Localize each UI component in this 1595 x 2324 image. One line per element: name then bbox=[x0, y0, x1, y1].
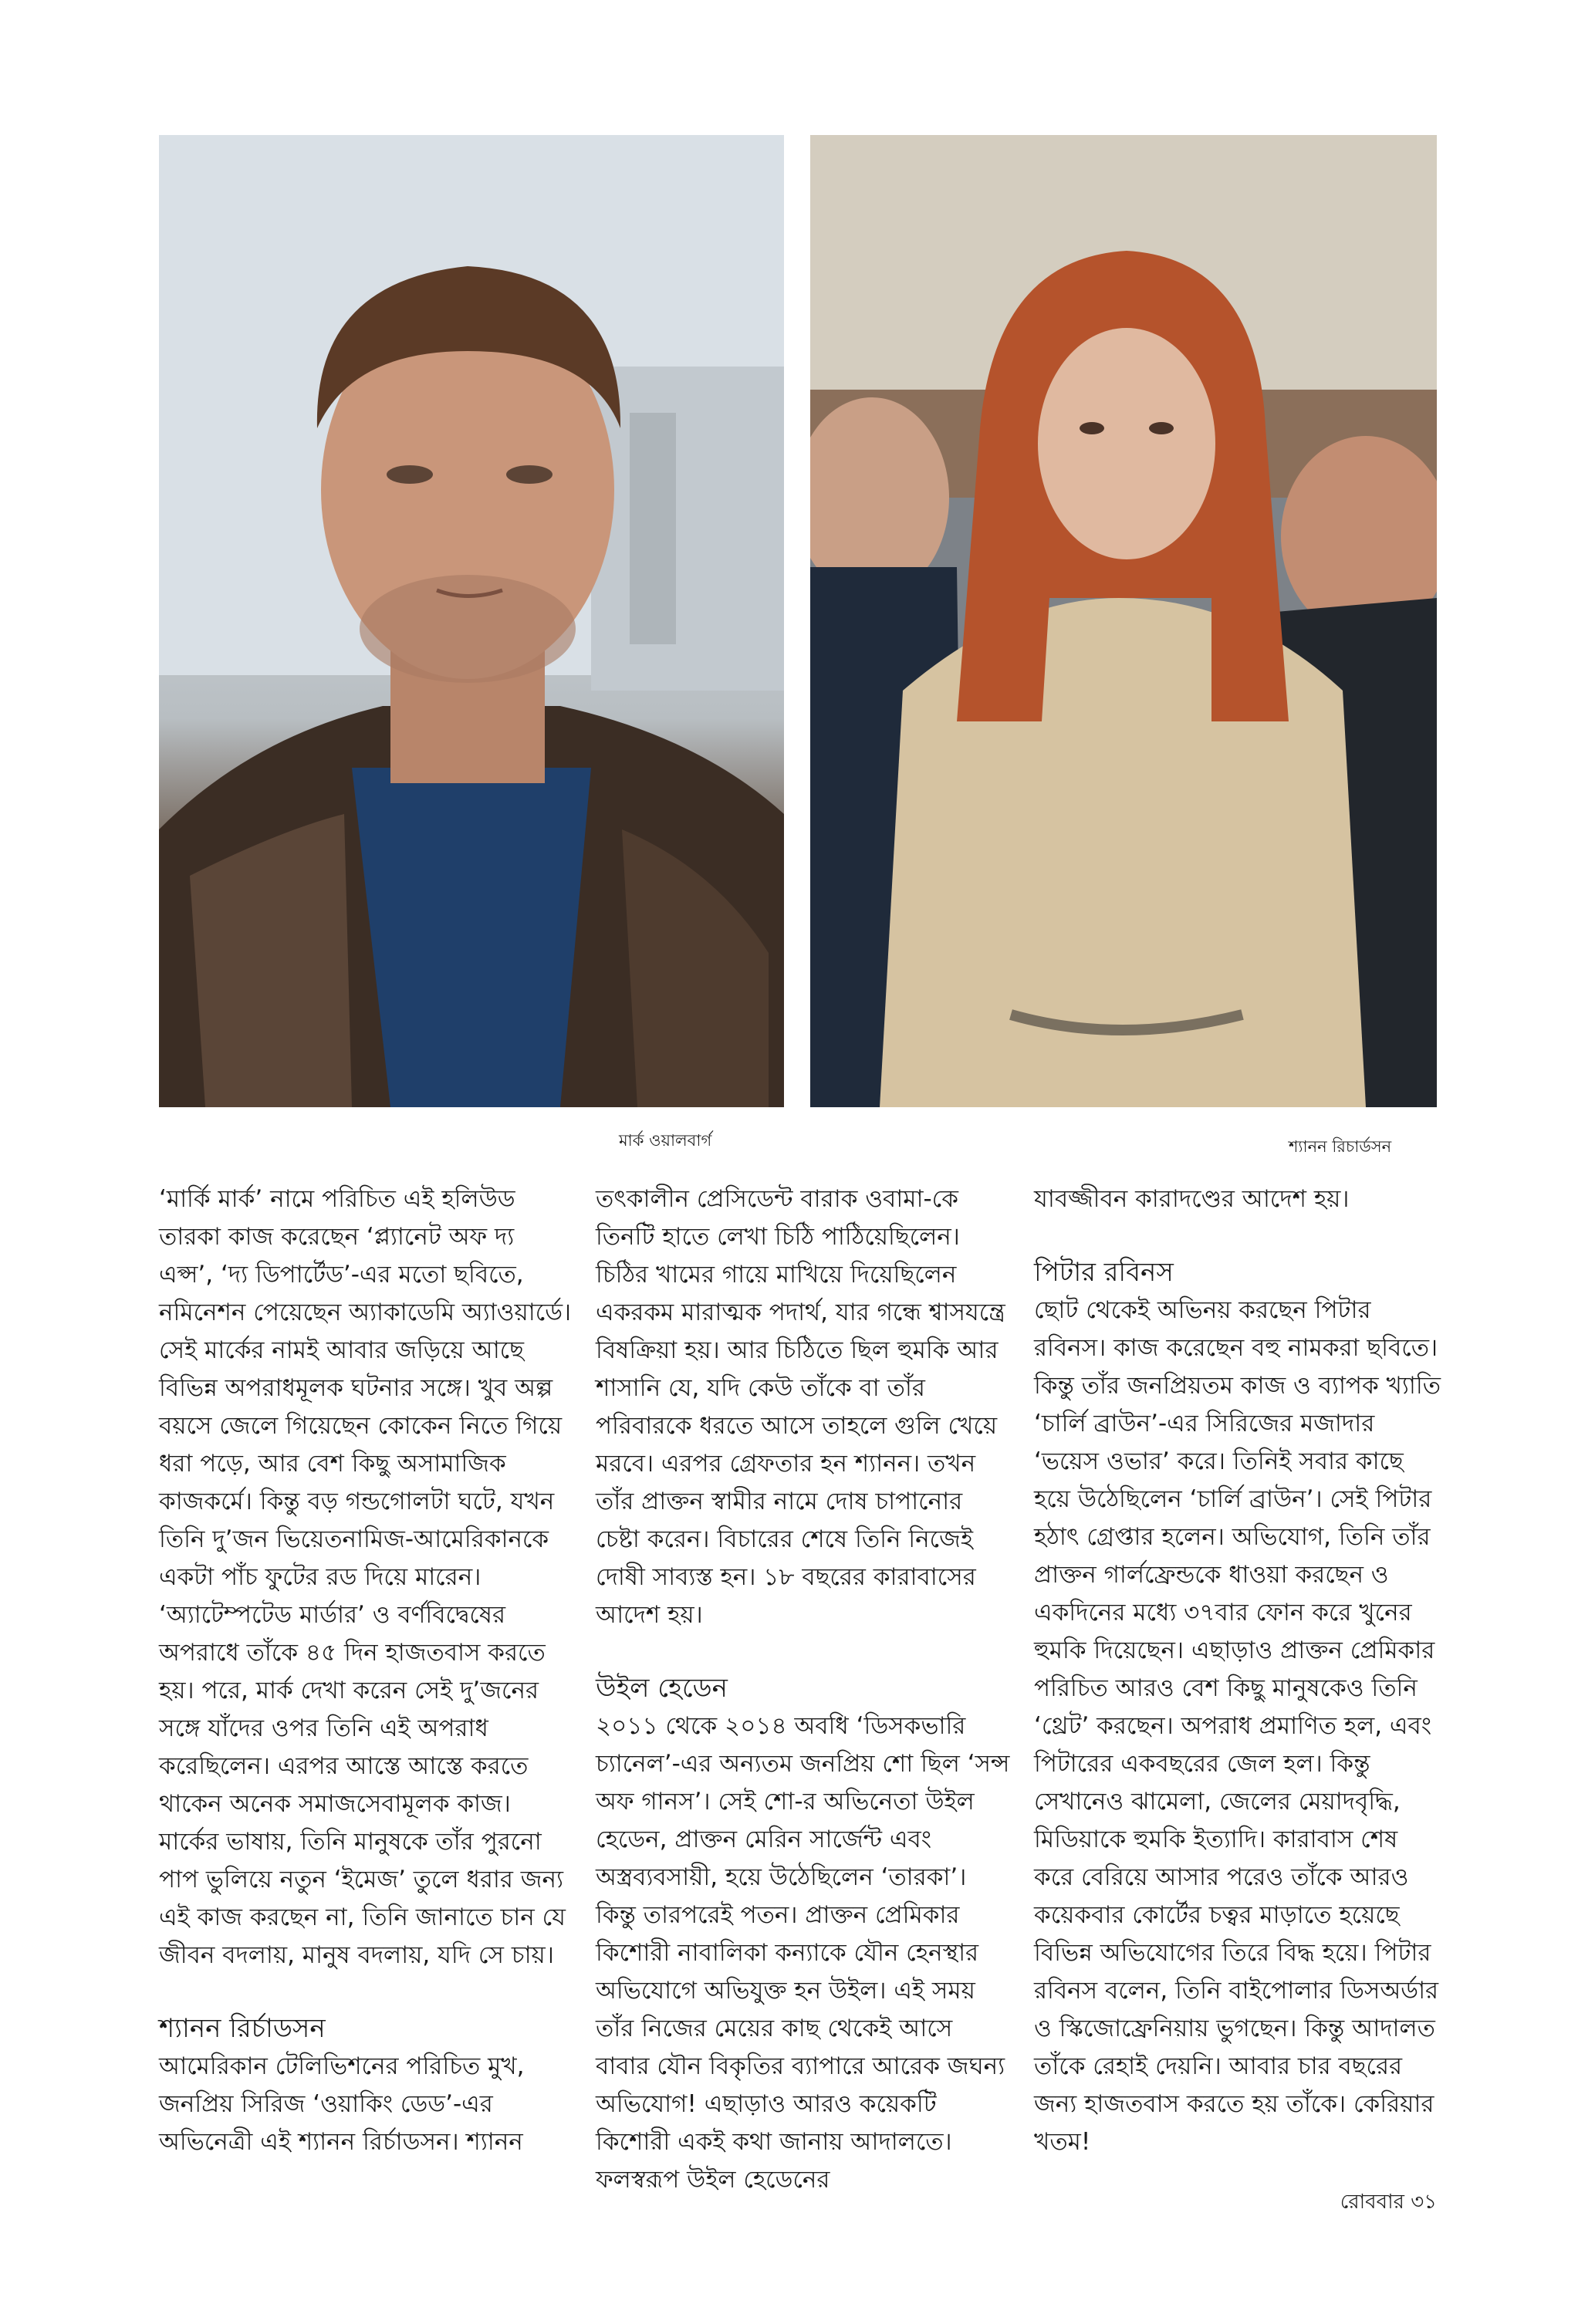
paragraph-shannon-continued: তৎকালীন প্রেসিডেন্ট বারাক ওবামা-কে তিনটি হাতে লেখা চিঠি পাঠিয়েছিলেন। চিঠির খামের গায়ে মাখিয়ে দিয়েছিলেন একরকম মারাত্মক পদার্থ, যার গন্ধে শ্বাসযন্ত্রে বিষক্রিয়া হয়। আর চিঠিতে ছিল হুমকি আর শাসানি যে, যদি কেউ তাঁকে বা তাঁর পরিবারকে ধরতে আসে তাহলে গুলি খেয়ে মরবে। এরপর গ্রেফতার হন শ্যানন। তখন তাঁর প্রাক্তন স্বামীর নামে দোষ চাপানোর চেষ্টা করেন। বিচারের শেষে তিনি নিজেই দোষী সাব্যস্ত হন। ১৮ বছরের কারাবাসের আদেশ হয়। bbox=[596, 1185, 1005, 1629]
heading-shannon-richardson: শ্যানন রির্চাডসন bbox=[159, 2013, 326, 2044]
paragraph-will-hayden-end: যাবজ্জীবন কারাদণ্ডের আদেশ হয়। bbox=[1034, 1185, 1350, 1213]
page-folio: রোববার ৩১ bbox=[1340, 2191, 1437, 2214]
portrait-illustration-right bbox=[810, 135, 1437, 1107]
paragraph-shannon-intro: আমেরিকান টেলিভিশনের পরিচিত মুখ, জনপ্রিয় সিরিজ ‘ওয়াকিং ডেড’-এর অভিনেত্রী এই শ্যানন রির্চাডসন। শ্যানন bbox=[159, 2052, 525, 2156]
heading-peter-robbins: পিটার রবিনস bbox=[1034, 1257, 1174, 1288]
paragraph-peter-robbins: ছোট থেকেই অভিনয় করছেন পিটার রবিনস। কাজ করেছেন বহু নামকরা ছবিতে। কিন্তু তাঁর জনপ্রিয়তম কাজ ও ব্যাপক খ্যাতি ‘চার্লি ব্রাউন’-এর সিরিজের মজাদার ‘ভয়েস ওভার’ করে। তিনিই সবার কাছে হয়ে উঠেছিলেন ‘চার্লি ব্রাউন’। সেই পিটার হঠাৎ গ্রেপ্তার হলেন। অভিযোগ, তিনি তাঁর প্রাক্তন গার্লফ্রেন্ডকে ধাওয়া করছেন ও একদিনের মধ্যে ৩৭বার ফোন করে খুনের হুমকি দিয়েছেন। এছাড়াও প্রাক্তন প্রেমিকার পরিচিত আরও বেশ কিছু মানুষকেও তিনি ‘থ্রেট’ করছেন। অপরাধ প্রমাণিত হল, এবং পিটারের একবছরের জেল হল। কিন্তু সেখানেও ঝামেলা, জেলের মেয়াদবৃদ্ধি, মিডিয়াকে হুমকি ইত্যাদি। কারাবাস শেষ করে বেরিয়ে আসার পরেও তাঁকে আরও কয়েকবার কোর্টের চত্বর মাড়াতে হয়েছে বিভিন্ন অভিযোগের তিরে বিদ্ধ হয়ে। পিটার রবিনস বলেন, তিনি বাইপোলার ডিসঅর্ডার ও স্কিজোফ্রেনিয়ায় ভুগছেন। কিন্তু আদালত তাঁকে রেহাই দেয়নি। আবার চার বছরের জন্য হাজতবাস করতে হয় তাঁকে। কেরিয়ার খতম! bbox=[1034, 1296, 1441, 2156]
caption-left: মার্ক ওয়ালবার্গ bbox=[619, 1131, 712, 1150]
article-column-2 bbox=[596, 1181, 1012, 2199]
article-column-3 bbox=[1034, 1181, 1443, 2161]
paragraph-mark-wahlberg: ‘মার্কি মার্ক’ নামে পরিচিত এই হলিউড তারকা কাজ করেছেন ‘প্ল্যানেট অফ দ্য এপ্স’, ‘দ্য ডিপার্টেড’-এর মতো ছবিতে, নমিনেশন পেয়েছেন অ্যাকাডেমি অ্যাওয়ার্ডে। সেই মার্কের নামই আবার জড়িয়ে আছে বিভিন্ন অপরাধমূলক ঘটনার সঙ্গে। খুব অল্প বয়সে জেলে গিয়েছেন কোকেন নিতে গিয়ে ধরা পড়ে, আর বেশ কিছু অসামাজিক কাজকর্মে। কিন্তু বড় গন্ডগোলটা ঘটে, যখন তিনি দু’জন ভিয়েতনামিজ-আমেরিকানকে একটা পাঁচ ফুটের রড দিয়ে মারেন। ‘অ্যাটেম্পটেড মার্ডার’ ও বর্ণবিদ্বেষের অপরাধে তাঁকে ৪৫ দিন হাজতবাস করতে হয়। পরে, মার্ক দেখা করেন সেই দু’জনের সঙ্গে যাঁদের ওপর তিনি এই অপরাধ করেছিলেন। এরপর আস্তে আস্তে করতে থাকেন অনেক সমাজসেবামূলক কাজ। মার্কের ভাষায়, তিনি মানুষকে তাঁর পুরনো পাপ ভুলিয়ে নতুন ‘ইমেজ’ তুলে ধরার জন্য এই কাজ করছেন না, তিনি জানাতে চান যে জীবন বদলায়, মানুষ বদলায়, যদি সে চায়। bbox=[159, 1185, 572, 1969]
article-column-1 bbox=[159, 1181, 576, 2161]
heading-will-hayden: উইল হেডেন bbox=[596, 1673, 728, 1704]
portrait-illustration-left bbox=[159, 135, 784, 1107]
paragraph-will-hayden: ২০১১ থেকে ২০১৪ অবধি ‘ডিসকভারি চ্যানেল’-এর অন্যতম জনপ্রিয় শো ছিল ‘সন্স অফ গানস’। সেই শো-র অভিনেতা উইল হেডেন, প্রাক্তন মেরিন সার্জেন্ট এবং অস্ত্রব্যবসায়ী, হয়ে উঠেছিলেন ‘তারকা’। কিন্তু তারপরেই পতন। প্রাক্তন প্রেমিকার কিশোরী নাবালিকা কন্যাকে যৌন হেনস্থার অভিযোগে অভিযুক্ত হন উইল। এই সময় তাঁর নিজের মেয়ের কাছ থেকেই আসে বাবার যৌন বিকৃতির ব্যাপারে আরেক জঘন্য অভিযোগ! এছাড়াও আরও কয়েকটি কিশোরী একই কথা জানায় আদালতে। ফলস্বরূপ উইল হেডেনের bbox=[596, 1712, 1010, 2194]
photo-shannon-richardson bbox=[810, 135, 1437, 1107]
caption-right: শ্যানন রিচার্ডসন bbox=[1289, 1137, 1392, 1156]
photo-mark-wahlberg bbox=[159, 135, 784, 1107]
